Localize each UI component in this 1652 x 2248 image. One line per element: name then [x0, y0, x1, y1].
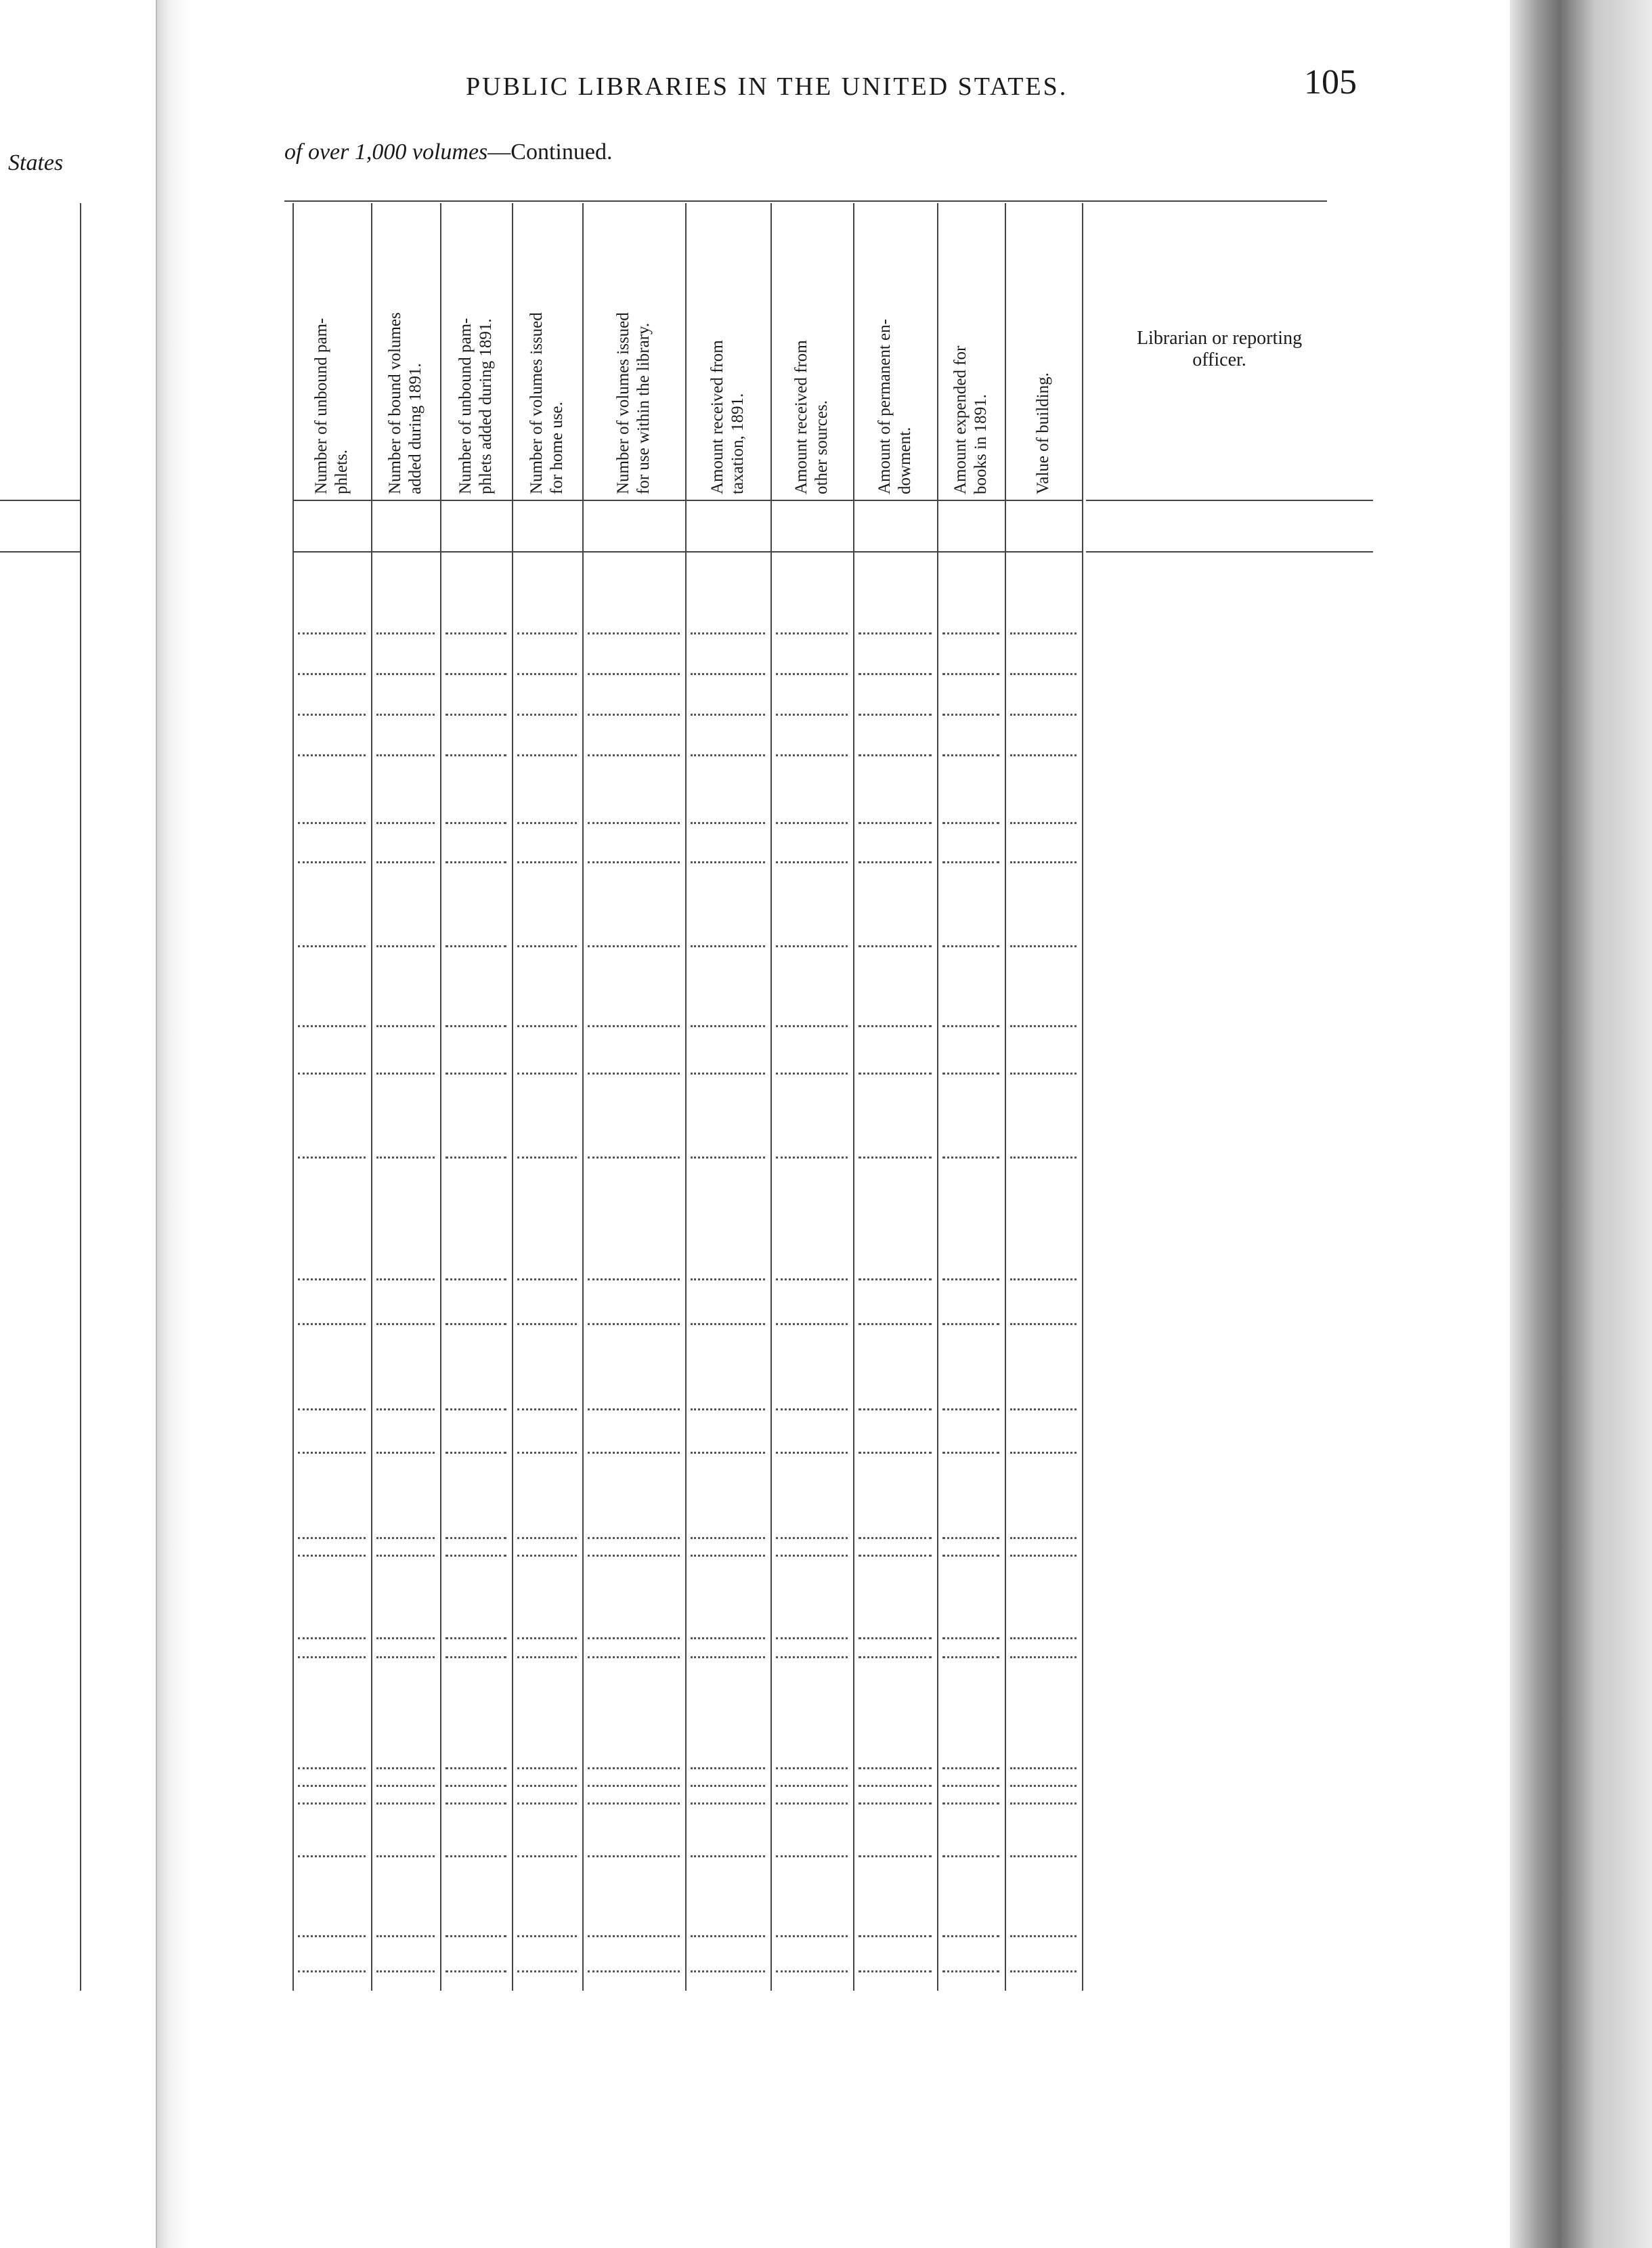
dotted-leader [376, 1637, 435, 1639]
dotted-leader [1010, 1802, 1077, 1804]
dotted-leader [1010, 945, 1077, 947]
column-header-15 [708, 340, 748, 494]
dotted-leader [517, 1970, 577, 1972]
dotted-leader [691, 1537, 765, 1539]
librarian-header-line: Librarian or reporting [1136, 328, 1303, 349]
dotted-leader [298, 1935, 366, 1937]
dotted-leader [445, 1656, 506, 1658]
dotted-leader [942, 822, 999, 824]
dotted-leader [445, 632, 506, 634]
dotted-leader [588, 945, 680, 947]
dotted-leader [376, 1802, 435, 1804]
dotted-leader [776, 1073, 848, 1075]
dotted-leader [776, 754, 848, 756]
dotted-leader [445, 1802, 506, 1804]
dotted-leader [1010, 1278, 1077, 1280]
dotted-leader [691, 822, 765, 824]
dotted-leader [298, 1157, 366, 1159]
dotted-leader [858, 754, 932, 756]
dotted-leader [376, 1025, 435, 1027]
dotted-leader [517, 1637, 577, 1639]
dotted-leader [1010, 1025, 1077, 1027]
dotted-leader [691, 1802, 765, 1804]
dotted-leader [376, 714, 435, 716]
dotted-leader [376, 673, 435, 675]
dotted-leader [942, 673, 999, 675]
dotted-leader [445, 714, 506, 716]
dotted-leader [445, 1637, 506, 1639]
dotted-leader [691, 1555, 765, 1557]
dotted-leader [776, 1025, 848, 1027]
dotted-leader [517, 1767, 577, 1769]
dotted-leader [376, 1970, 435, 1972]
dotted-leader [298, 1452, 366, 1454]
dotted-leader [517, 1802, 577, 1804]
column-rule [1082, 203, 1083, 1991]
dotted-leader [588, 1785, 680, 1787]
dotted-leader [517, 673, 577, 675]
dotted-leader [942, 861, 999, 863]
dotted-leader [691, 1157, 765, 1159]
dotted-leader [776, 1278, 848, 1280]
dotted-leader [858, 1537, 932, 1539]
left-page-heading: States [8, 150, 64, 175]
header-bottom-rule-lib [1086, 500, 1373, 501]
dotted-leader [942, 754, 999, 756]
dotted-leader [445, 1935, 506, 1937]
dotted-leader [942, 1555, 999, 1557]
dotted-leader [776, 1935, 848, 1937]
dotted-leader [858, 945, 932, 947]
left-page-strip [0, 0, 157, 2248]
table-subtitle [284, 139, 612, 165]
column-rule [292, 203, 294, 1991]
dotted-leader [298, 945, 366, 947]
dotted-leader [1010, 1452, 1077, 1454]
dotted-leader [776, 714, 848, 716]
dotted-leader [376, 1537, 435, 1539]
dotted-leader [298, 1408, 366, 1410]
dotted-leader [1010, 861, 1077, 863]
dotted-leader [445, 673, 506, 675]
dotted-leader [298, 1323, 366, 1325]
dotted-leader [942, 1855, 999, 1857]
dotted-leader [517, 1408, 577, 1410]
dotted-leader [942, 1537, 999, 1539]
dotted-leader [298, 1555, 366, 1557]
dotted-leader [1010, 1537, 1077, 1539]
dotted-leader [376, 1408, 435, 1410]
dotted-leader [858, 822, 932, 824]
column-header-line: Number of volumes issued [527, 312, 546, 494]
dotted-leader [445, 1408, 506, 1410]
column-header-11 [385, 312, 426, 494]
dotted-leader [376, 1073, 435, 1075]
dotted-leader [776, 945, 848, 947]
page-edge-shadow [1510, 0, 1652, 2248]
column-header-19 [1033, 372, 1053, 494]
dotted-leader [942, 1802, 999, 1804]
dotted-leader [517, 754, 577, 756]
dotted-leader [858, 1408, 932, 1410]
dotted-leader [298, 714, 366, 716]
dotted-leader [376, 822, 435, 824]
dotted-leader [691, 1278, 765, 1280]
dotted-leader [691, 1970, 765, 1972]
dotted-leader [298, 1767, 366, 1769]
dotted-leader [1010, 1323, 1077, 1325]
dotted-leader [942, 1408, 999, 1410]
dotted-leader [858, 1157, 932, 1159]
dotted-leader [445, 861, 506, 863]
dotted-leader [517, 1025, 577, 1027]
column-header-line: Number of unbound pam- [456, 318, 475, 494]
dotted-leader [1010, 754, 1077, 756]
dotted-leader [942, 1935, 999, 1937]
dotted-leader [298, 1073, 366, 1075]
dotted-leader [1010, 1935, 1077, 1937]
dotted-leader [588, 632, 680, 634]
column-rule [770, 203, 772, 1991]
dotted-leader [588, 1656, 680, 1658]
dotted-leader [517, 945, 577, 947]
dotted-leader [776, 1656, 848, 1658]
dotted-leader [691, 632, 765, 634]
dotted-leader [858, 1785, 932, 1787]
dotted-leader [445, 822, 506, 824]
dotted-leader [942, 1073, 999, 1075]
column-header-line: Amount of permanent en- [875, 319, 894, 494]
dotted-leader [1010, 1855, 1077, 1857]
dotted-leader [517, 714, 577, 716]
left-column-edge [80, 203, 81, 1991]
dotted-leader [298, 1785, 366, 1787]
subtitle-italic: of over 1,000 volumes [284, 139, 488, 165]
dotted-leader [588, 754, 680, 756]
column-header-line: Number of volumes issued [614, 312, 632, 494]
column-header-18 [951, 346, 991, 494]
dotted-leader [1010, 1970, 1077, 1972]
dotted-leader [942, 945, 999, 947]
dotted-leader [445, 1855, 506, 1857]
dotted-leader [298, 673, 366, 675]
column-rule [853, 203, 854, 1991]
column-header-17 [875, 319, 915, 494]
column-rule [937, 203, 938, 1991]
dotted-leader [858, 861, 932, 863]
dotted-leader [858, 1970, 932, 1972]
dotted-leader [776, 822, 848, 824]
dotted-leader [588, 1767, 680, 1769]
dotted-leader [776, 1855, 848, 1857]
dotted-leader [691, 1785, 765, 1787]
dotted-leader [517, 1157, 577, 1159]
dotted-leader [942, 1970, 999, 1972]
dotted-leader [517, 1278, 577, 1280]
column-header-line: added during 1891. [406, 363, 425, 494]
subtitle-rest: —Continued. [487, 139, 613, 165]
column-header-line: Amount expended for [951, 345, 970, 494]
dotted-leader [445, 754, 506, 756]
dotted-leader [776, 1970, 848, 1972]
dotted-leader [858, 1025, 932, 1027]
dotted-leader [858, 1855, 932, 1857]
dotted-leader [376, 861, 435, 863]
dotted-leader [588, 822, 680, 824]
dotted-leader [588, 1073, 680, 1075]
dotted-leader [942, 1323, 999, 1325]
dotted-leader [691, 1656, 765, 1658]
dotted-leader [588, 1323, 680, 1325]
left-column-rule [0, 500, 80, 501]
dotted-leader [1010, 1408, 1077, 1410]
column-header-line: Number of bound volumes [386, 312, 404, 494]
dotted-leader [588, 1802, 680, 1804]
dotted-leader [588, 1157, 680, 1159]
dotted-leader [588, 1025, 680, 1027]
dotted-leader [376, 945, 435, 947]
dotted-leader [942, 714, 999, 716]
dotted-leader [942, 1656, 999, 1658]
dotted-leader [298, 1025, 366, 1027]
dotted-leader [1010, 714, 1077, 716]
column-header-line: for use within the library. [634, 322, 653, 494]
column-header-10 [311, 318, 352, 494]
column-rule [440, 203, 441, 1991]
dotted-leader [298, 754, 366, 756]
dotted-leader [445, 945, 506, 947]
dotted-leader [588, 714, 680, 716]
dotted-leader [588, 1970, 680, 1972]
dotted-leader [445, 1452, 506, 1454]
column-header-12 [456, 318, 496, 494]
column-rule [582, 203, 584, 1991]
dotted-leader [942, 1637, 999, 1639]
dotted-leader [298, 1637, 366, 1639]
dotted-leader [942, 632, 999, 634]
dotted-leader [445, 1323, 506, 1325]
dotted-leader [376, 1656, 435, 1658]
dotted-leader [517, 861, 577, 863]
dotted-leader [517, 1855, 577, 1857]
dotted-leader [298, 861, 366, 863]
left-column-rule [0, 551, 80, 553]
dotted-leader [858, 1935, 932, 1937]
librarian-header-line: officer. [1192, 349, 1246, 370]
dotted-leader [691, 1323, 765, 1325]
dotted-leader [517, 1935, 577, 1937]
dotted-leader [691, 1767, 765, 1769]
column-header-13 [527, 312, 567, 494]
dotted-leader [858, 1278, 932, 1280]
dotted-leader [1010, 1785, 1077, 1787]
dotted-leader [588, 861, 680, 863]
dotted-leader [776, 1452, 848, 1454]
dotted-leader [588, 1278, 680, 1280]
dotted-leader [445, 1157, 506, 1159]
dotted-leader [588, 1452, 680, 1454]
dotted-leader [1010, 632, 1077, 634]
column-header-14 [613, 312, 654, 494]
dotted-leader [858, 1656, 932, 1658]
dotted-leader [858, 632, 932, 634]
dotted-leader [298, 1970, 366, 1972]
dotted-leader [942, 1157, 999, 1159]
dotted-leader [517, 1537, 577, 1539]
dotted-leader [858, 1802, 932, 1804]
dotted-leader [691, 714, 765, 716]
dotted-leader [588, 1855, 680, 1857]
column-header-16 [791, 340, 832, 494]
dotted-leader [858, 714, 932, 716]
running-head: PUBLIC LIBRARIES IN THE UNITED STATES. [466, 72, 1068, 101]
dotted-leader [376, 754, 435, 756]
dotted-leader [588, 1935, 680, 1937]
dotted-leader [376, 1452, 435, 1454]
dotted-leader [776, 1637, 848, 1639]
column-header-line: taxation, 1891. [729, 393, 747, 494]
dotted-leader [517, 1323, 577, 1325]
dotted-leader [445, 1025, 506, 1027]
dotted-leader [776, 1323, 848, 1325]
dotted-leader [1010, 1656, 1077, 1658]
dotted-leader [517, 1555, 577, 1557]
dotted-leader [376, 632, 435, 634]
dotted-leader [776, 1157, 848, 1159]
dotted-leader [942, 1278, 999, 1280]
dotted-leader [691, 1855, 765, 1857]
dotted-leader [691, 1935, 765, 1937]
dotted-leader [691, 673, 765, 675]
dotted-leader [298, 1802, 366, 1804]
dotted-leader [942, 1025, 999, 1027]
column-header-line: for home use. [548, 402, 566, 494]
dotted-leader [445, 1970, 506, 1972]
dotted-leader [776, 1802, 848, 1804]
column-header-line: Amount received from [708, 340, 726, 494]
dotted-leader [776, 673, 848, 675]
column-header-line: books in 1891. [972, 394, 990, 494]
dotted-leader [691, 754, 765, 756]
dotted-leader [588, 1408, 680, 1410]
column-header-line: Value of building. [1034, 372, 1052, 494]
dotted-leader [298, 632, 366, 634]
dotted-leader [858, 1637, 932, 1639]
dotted-leader [776, 632, 848, 634]
dotted-leader [691, 1025, 765, 1027]
dotted-leader [942, 1785, 999, 1787]
dotted-leader [858, 673, 932, 675]
dotted-leader [942, 1767, 999, 1769]
dotted-leader [1010, 1555, 1077, 1557]
dotted-leader [691, 945, 765, 947]
dotted-leader [858, 1323, 932, 1325]
header-bottom-rule [292, 500, 1082, 501]
dotted-leader [776, 1785, 848, 1787]
dotted-leader [691, 1452, 765, 1454]
dotted-leader [298, 1537, 366, 1539]
dotted-leader [445, 1767, 506, 1769]
dotted-leader [776, 1555, 848, 1557]
header-top-rule [284, 200, 1327, 202]
dotted-leader [588, 1555, 680, 1557]
dotted-leader [445, 1537, 506, 1539]
column-header-line: Number of unbound pam- [312, 318, 330, 494]
dotted-leader [445, 1555, 506, 1557]
dotted-leader [517, 1656, 577, 1658]
dotted-leader [517, 822, 577, 824]
dotted-leader [1010, 673, 1077, 675]
dotted-leader [776, 1408, 848, 1410]
column-header-line: phlets. [332, 450, 351, 494]
column-rule [685, 203, 687, 1991]
dotted-leader [691, 1637, 765, 1639]
dotted-leader [517, 1785, 577, 1787]
column-header-line: other sources. [812, 400, 831, 494]
dotted-leader [376, 1278, 435, 1280]
dotted-leader [298, 822, 366, 824]
dotted-leader [376, 1157, 435, 1159]
dotted-leader [776, 1767, 848, 1769]
number-row-rule-lib [1086, 551, 1373, 553]
column-header-line: phlets added during 1891. [477, 318, 495, 494]
dotted-leader [588, 1637, 680, 1639]
dotted-leader [445, 1073, 506, 1075]
dotted-leader [1010, 1637, 1077, 1639]
dotted-leader [1010, 822, 1077, 824]
column-header-line: Amount received from [792, 340, 810, 494]
dotted-leader [588, 1537, 680, 1539]
dotted-leader [376, 1323, 435, 1325]
number-row-rule [292, 551, 1082, 553]
dotted-leader [517, 632, 577, 634]
dotted-leader [858, 1767, 932, 1769]
dotted-leader [691, 1408, 765, 1410]
dotted-leader [858, 1452, 932, 1454]
column-rule [1005, 203, 1006, 1991]
dotted-leader [376, 1555, 435, 1557]
column-header-line: dowment. [896, 427, 914, 494]
column-rule [371, 203, 372, 1991]
dotted-leader [776, 861, 848, 863]
dotted-leader [942, 1452, 999, 1454]
dotted-leader [858, 1073, 932, 1075]
dotted-leader [376, 1855, 435, 1857]
dotted-leader [298, 1278, 366, 1280]
dotted-leader [517, 1452, 577, 1454]
dotted-leader [691, 1073, 765, 1075]
dotted-leader [517, 1073, 577, 1075]
dotted-leader [445, 1785, 506, 1787]
dotted-leader [298, 1656, 366, 1658]
page-number: 105 [1304, 63, 1357, 102]
dotted-leader [588, 673, 680, 675]
dotted-leader [858, 1555, 932, 1557]
dotted-leader [376, 1935, 435, 1937]
column-rule [512, 203, 513, 1991]
dotted-leader [445, 1278, 506, 1280]
dotted-leader [1010, 1767, 1077, 1769]
dotted-leader [376, 1785, 435, 1787]
book-gutter [157, 0, 190, 2248]
dotted-leader [376, 1767, 435, 1769]
dotted-leader [1010, 1157, 1077, 1159]
dotted-leader [1010, 1073, 1077, 1075]
dotted-leader [298, 1855, 366, 1857]
dotted-leader [691, 861, 765, 863]
dotted-leader [776, 1537, 848, 1539]
